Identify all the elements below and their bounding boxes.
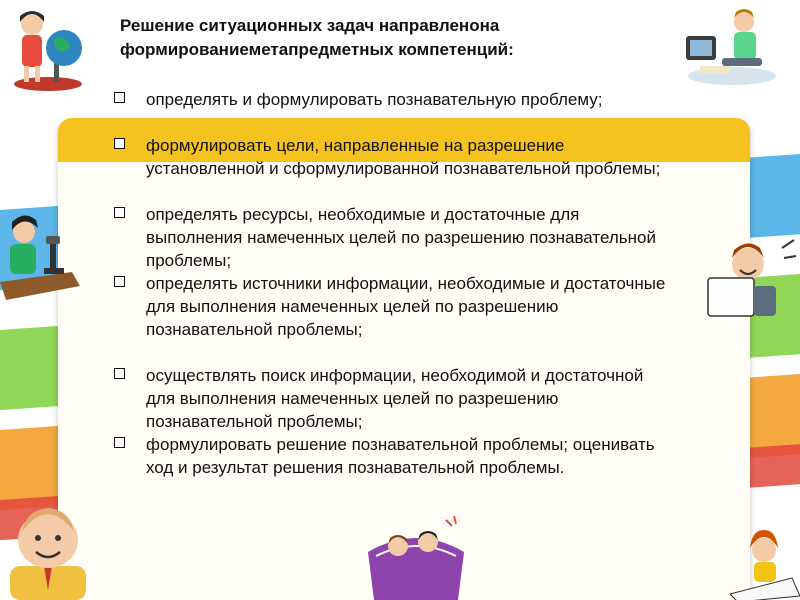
- girl-with-globe-clipart: [4, 4, 96, 92]
- list-item: [110, 272, 670, 341]
- girl-with-book-clipart: [730, 524, 800, 600]
- list-item-text: определять ресурсы, необходимые и достаточные для выполнения намеченных целей по разрешению познавательной проблемы;: [146, 205, 656, 270]
- man-reading-paper-clipart: [702, 236, 798, 330]
- boy-with-microscope-clipart: [0, 212, 80, 306]
- list-item-text: определять и формулировать познавательную проблему;: [146, 90, 603, 109]
- list-item-text: формулировать решение познавательной проблемы; оценивать ход и результат решения познавательной проблемы.: [146, 435, 655, 477]
- competency-list: [110, 88, 670, 479]
- list-item-text: осуществлять поиск информации, необходимой и достаточной для выполнения намеченных целей по разрешению познавательной проблемы;: [146, 366, 644, 431]
- checkbox-bullet-icon: [114, 138, 125, 149]
- list-item-text: определять источники информации, необходимые и достаточные для выполнения намеченных целей по разрешению познавательной проблемы;: [146, 274, 666, 339]
- checkbox-bullet-icon: [114, 276, 125, 287]
- list-item: [110, 433, 670, 479]
- list-item: [110, 134, 670, 180]
- slide-title: [120, 14, 632, 62]
- list-item: [110, 203, 670, 272]
- smiling-man-clipart: [0, 500, 96, 600]
- list-item-text: формулировать цели, направленные на разрешение установленной и сформулированной познавательной проблемы;: [146, 136, 661, 178]
- boy-at-computer-clipart: [682, 8, 780, 88]
- checkbox-bullet-icon: [114, 368, 125, 379]
- list-item: [110, 364, 670, 433]
- checkbox-bullet-icon: [114, 207, 125, 218]
- checkbox-bullet-icon: [114, 92, 125, 103]
- slide-title-line-2: формированиеметапредметных компетенций:: [120, 40, 514, 59]
- slide-title-line-1: Решение ситуационных задач направленона: [120, 16, 500, 35]
- list-item: [110, 88, 670, 111]
- kids-on-book-clipart: [362, 512, 468, 600]
- checkbox-bullet-icon: [114, 437, 125, 448]
